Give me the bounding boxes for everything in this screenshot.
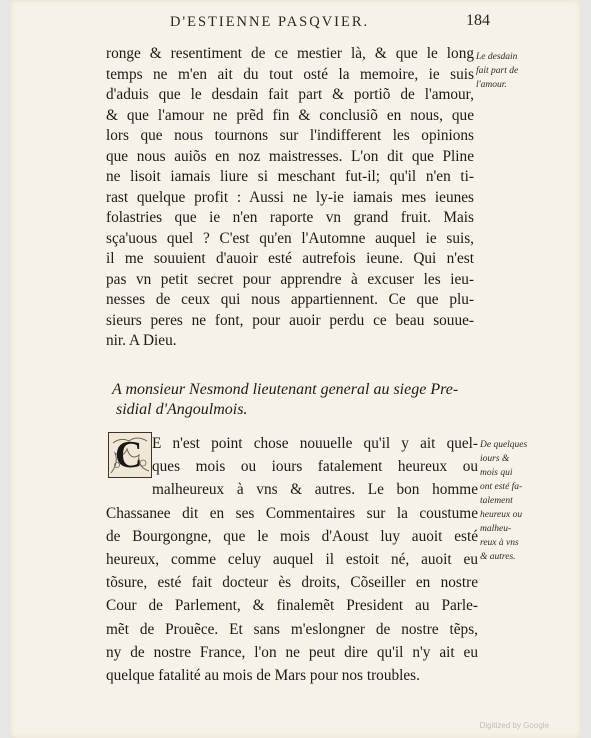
text-line: ne lisoit iamais liure si meschant fut-il; qu'il n'en ti- [106,168,474,185]
text-line: il me souuient d'auoir esté autrefois ieune. Qui n'est [106,250,474,267]
text-line: tõsure, esté fait docteur ès droits, Cõseiller en nostre [106,574,478,592]
text-line: ny de nostre France, l'on ne peut dire qu'il n'y ait eu [106,643,478,661]
text-line: sieurs peres ne font, pour auoir perdu ce beau souue- [106,311,474,329]
text-line: d'aduis que le desdain fait part & portiõ de l'amour, [106,86,474,103]
text-line: Chassanee dit en ses Commentaires sur la coustume [106,504,478,522]
text-line: folastries que ie n'en raporte vn grand fruit. Mais [106,209,474,226]
text-line: rast quelque profit : Aussi ne ly-ie iamais mes ieunes [106,188,474,206]
letter-heading-line: sidial d'Angoulmois. [116,401,248,418]
margin-note-line: mois qui [480,468,513,478]
body-text-lower [106,432,478,687]
digitization-watermark: Digitized by Google [479,721,549,730]
margin-note-desdain [476,50,518,92]
letter-heading-line: A monsieur Nesmond lieutenant general au siege Pre- [112,381,459,398]
book-page [10,0,581,738]
text-line: quelque fatalité au mois de Mars pour nos troubles. [106,666,420,684]
text-line: nir. A Dieu. [106,332,177,349]
text-line: ques mois ou iours fatalement heureux ou [152,458,478,476]
text-line: ronge & resentiment de ce mestier là, & que le long [106,45,474,62]
body-text-upper [106,44,474,352]
margin-note-line: ont esté fa- [480,482,523,492]
margin-note-line: talement [480,496,513,506]
text-line: heureux, comme celuy auquel il estoit né, auoit eu [106,550,478,568]
margin-note-line: malheu- [480,524,512,534]
initial-letter: C [115,434,143,476]
text-line: nesses de ceux qui nous appartiennent. Ce que plu- [106,291,474,308]
letter-heading [112,380,482,420]
margin-note-line: & autres. [480,552,516,562]
page-number: 184 [466,12,490,29]
text-line: que nous auiõs en noz maistresses. L'on dit que Pline [106,147,474,165]
margin-note-line: Le desdain [476,52,518,62]
text-line: lors que nous tournons sur l'indifferent les opinions [106,127,474,144]
text-line: & que l'amour ne prẽd fin & conclusiõ en nous, que [106,106,474,124]
margin-note-line: heureux ou [480,510,523,520]
text-line: malheureux à vns & autres. Le bon homme [152,481,478,499]
running-header [170,14,490,36]
text-line: temps ne m'en ait du tout osté la memoire, ie suis [106,65,474,83]
text-line: sça'uous quel ? C'est qu'en l'Automne auquel ie suis, [106,229,474,247]
margin-note-line: reux à vns [480,538,519,548]
text-line: E n'est point chose nouuelle qu'il y ait quel- [152,435,478,452]
text-line: pas vn petit secret pour apprendre à excuser les ieu- [106,270,474,288]
margin-note-line: fait part de [476,66,519,76]
margin-note-line: l'amour. [476,80,507,90]
margin-note-line: De quelques [480,440,528,450]
margin-note-line: iours & [480,454,510,464]
margin-note-fatal-months [480,438,527,564]
text-line: Cour de Parlement, & finalemẽt President au Parle- [106,597,478,615]
text-line: mẽt de Prouẽce. Et sans m'eslongner de nostre tẽps, [106,620,478,638]
text-line: de Bourgongne, que le mois d'Aoust luy auoit esté [106,527,478,545]
running-title: D'ESTIENNE PASQVIER. [170,14,370,30]
